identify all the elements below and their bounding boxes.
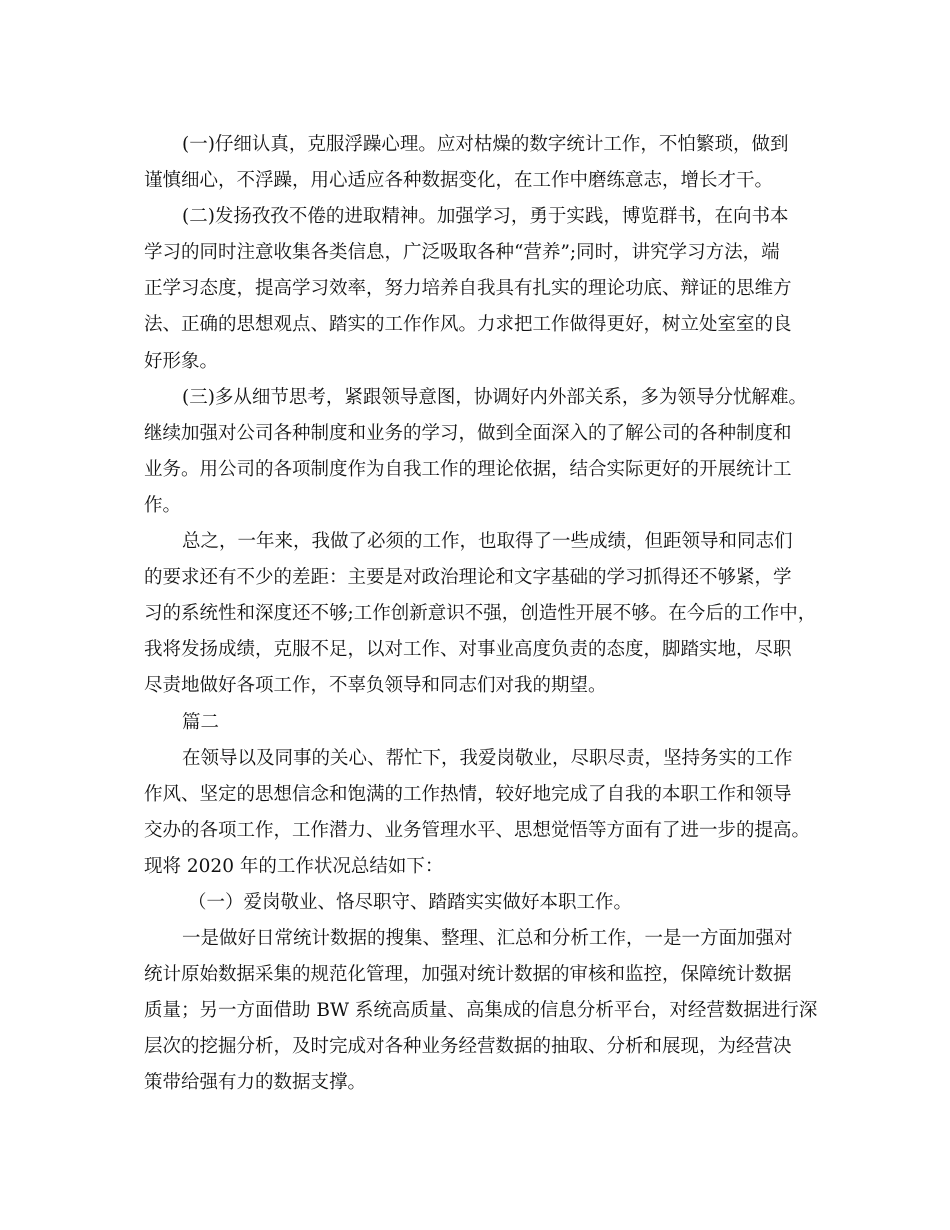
- text-line: 统计原始数据采集的规范化管理，加强对统计数据的审核和监控，保障统计数据: [144, 964, 792, 986]
- text-line: 继续加强对公司各种制度和业务的学习，做到全面深入的了解公司的各种制度和: [144, 422, 792, 444]
- text-line: 的要求还有不少的差距：主要是对政治理论和文字基础的学习抓得还不够紧，学: [144, 567, 792, 589]
- paragraph-5: [144, 741, 824, 885]
- text-line: 好形象。: [144, 350, 219, 372]
- text-line: (三)多从细节思考，紧跟领导意图，协调好内外部关系，多为领导分忧解难。: [182, 386, 807, 408]
- paragraph-6: [144, 921, 824, 1101]
- section-heading: [144, 705, 824, 741]
- text-line: 尽责地做好各项工作，不辜负领导和同志们对我的期望。: [144, 675, 607, 697]
- paragraph-2: [144, 199, 824, 379]
- text-line: (一)仔细认真，克服浮躁心理。应对枯燥的数字统计工作，不怕繁琐，做到: [182, 134, 789, 155]
- text-line: (二)发扬孜孜不倦的进取精神。加强学习，勇于实践，博览群书，在向书本: [182, 206, 789, 228]
- text-line: 正学习态度，提高学习效率，努力培养自我具有扎实的理论功底、辩证的思维方: [144, 278, 792, 300]
- text-line: 策带给强有力的数据支撑。: [144, 1072, 367, 1094]
- paragraph-4: [144, 524, 824, 704]
- text-line: 质量；另一方面借助 BW 系统高质量、高集成的信息分析平台，对经营数据进行深: [144, 1000, 818, 1022]
- subsection-heading: [144, 885, 824, 921]
- text-line: 学习的同时注意收集各类信息，广泛吸取各种“营养”;同时，讲究学习方法，端: [144, 242, 780, 264]
- text-line: 层次的挖掘分析，及时完成对各种业务经营数据的抽取、分析和展现，为经营决: [144, 1036, 792, 1058]
- text-line: （一）爱岗敬业、恪尽职守、踏踏实实做好本职工作。: [188, 891, 633, 913]
- paragraph-3: [144, 380, 824, 524]
- text-line: 我将发扬成绩，克服不足，以对工作、对事业高度负责的态度，脚踏实地，尽职: [144, 639, 792, 661]
- paragraph-1: [144, 127, 824, 199]
- text-line: 作风、坚定的思想信念和饱满的工作热情，较好地完成了自我的本职工作和领导: [144, 783, 792, 805]
- text-line: 在领导以及同事的关心、帮忙下，我爱岗敬业，尽职尽责，坚持务实的工作: [182, 747, 793, 769]
- text-line: 习的系统性和深度还不够;工作创新意识不强，创造性开展不够。在今后的工作中，: [144, 603, 817, 625]
- text-line: 总之，一年来，我做了必须的工作，也取得了一些成绩，但距领导和同志们: [182, 531, 793, 553]
- text-line: 业务。用公司的各项制度作为自我工作的理论依据，结合实际更好的开展统计工: [144, 458, 792, 480]
- document-body: [144, 127, 824, 1102]
- text-line: 篇二: [182, 711, 220, 733]
- text-line: 作。: [144, 494, 182, 516]
- text-line: 一是做好日常统计数据的搜集、整理、汇总和分析工作，一是一方面加强对: [182, 928, 793, 950]
- text-line: 谨慎细心，不浮躁，用心适应各种数据变化，在工作中磨练意志，增长才干。: [144, 170, 774, 192]
- text-line: 交办的各项工作，工作潜力、业务管理水平、思想觉悟等方面有了进一步的提高。: [144, 819, 811, 841]
- text-line: 法、正确的思想观点、踏实的工作作风。力求把工作做得更好，树立处室室的良: [144, 314, 792, 336]
- text-line: 现将 2020 年的工作状况总结如下：: [144, 855, 444, 877]
